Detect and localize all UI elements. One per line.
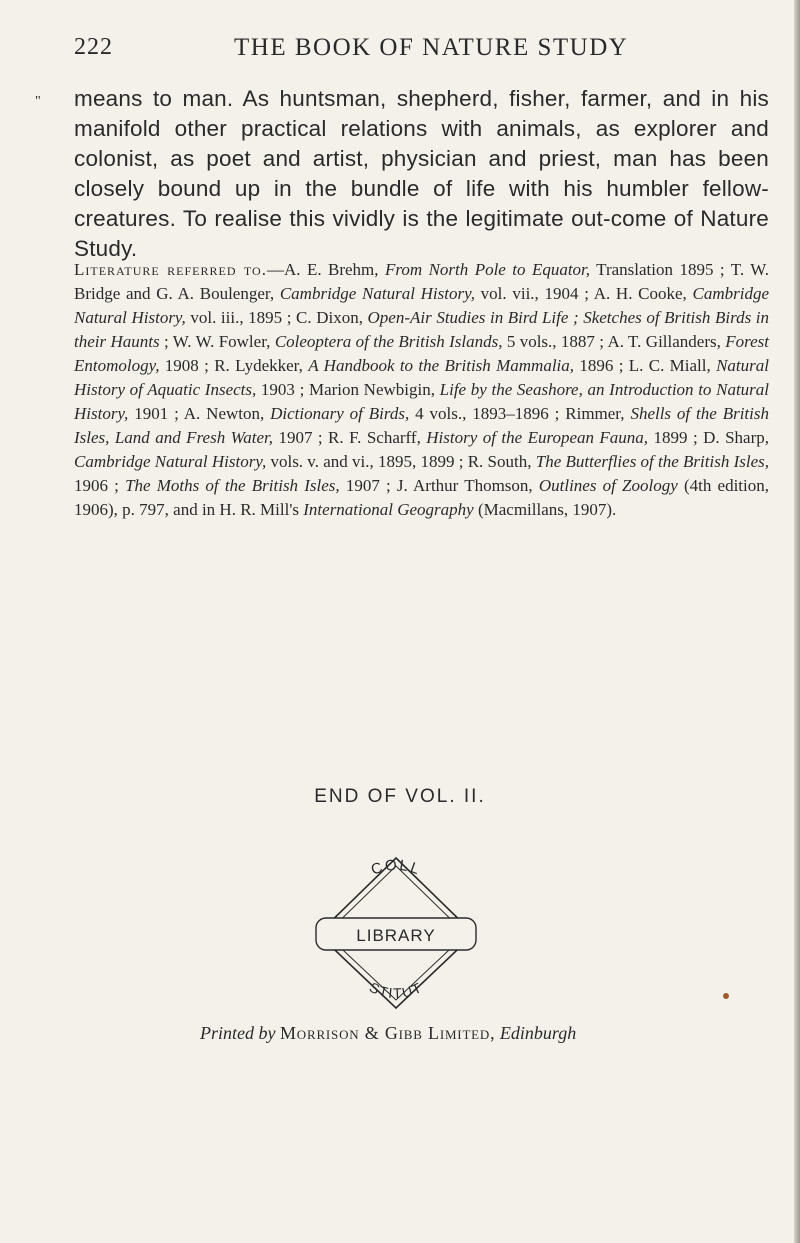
printer-name: Morrison & Gibb Limited,	[279, 1023, 496, 1043]
reference-title: Natural History of Aquatic Insects,	[74, 356, 769, 399]
reference-title: The Moths of the British Isles,	[125, 476, 340, 495]
reference-text: 4 vols., 1893–1896 ; Rimmer,	[409, 404, 631, 423]
reference-text: 1906 ;	[74, 476, 126, 495]
reference-title: Life by the Seashore, an Introduction to Natural History,	[74, 380, 770, 423]
end-of-volume-note: END OF VOL. II.	[314, 786, 486, 807]
reference-title: A Handbook to the British Mammalia,	[308, 356, 575, 375]
reference-title: Cambridge Natural History,	[279, 284, 475, 303]
reference-title: Dictionary of Birds,	[270, 404, 410, 423]
printer-imprint	[200, 1023, 680, 1044]
literature-references: Literature referred to.—A. E. Brehm, From North Pole to Equator, Translation 1895 ; T. W. Bridge and G. A. Boulenger, Cambridge Natural History, vol. vii., 1904 ; A. H. Cooke, Cambridge Natural History, vol. iii., 1895 ; C. Dixon, Open-Air Studies in Bird Life ; Sketches of British Birds in their Haunts ; W. W. Fowler, Coleoptera of the British Islands, 5 vols., 1887 ; A. T. Gillanders, Forest Entomology, 1908 ; R. Lydekker, A Handbook to the British Mammalia, 1896 ; L. C. Miall, Natural History of Aquatic Insects, 1903 ; Marion Newbigin, Life by the Seashore, an Introduction to Natural History, 1901 ; A. Newton, Dictionary of Birds, 4 vols., 1893–1896 ; Rimmer, Shells of the British Isles, Land and Fresh Water, 1907 ; R. F. Scharff, History of the European Fauna, 1899 ; D. Sharp, Cambridge Natural History, vols. v. and vi., 1895, 1899 ; R. South, The Butterflies of the British Isles, 1906 ; The Moths of the British Isles, 1907 ; J. Arthur Thomson, Outlines of Zoology (4th edition, 1906), p. 797, and in H. R. Mill's International Geography (Macmillans, 1907).	[74, 260, 770, 519]
ink-dot	[723, 993, 729, 999]
reference-text: 1907 ; J. Arthur Thomson,	[339, 476, 539, 495]
stamp-bottom-text: STITUT	[366, 978, 426, 1002]
page-edge-shadow	[794, 0, 800, 1243]
reference-text: 5 vols., 1887 ; A. T. Gillanders,	[502, 332, 726, 351]
body-paragraph: means to man. As huntsman, shepherd, fisher, farmer, and in his manifold other practical relations with animals, as explorer and colonist, as poet and artist, physician and priest, man has been closely bound up in the bundle of life with his humbler fellow-creatures. To realise this vividly is the legitimate out-come of Nature Study.	[74, 86, 769, 261]
reference-text: vols. v. and vi., 1895, 1899 ; R. South,	[266, 452, 536, 471]
reference-title: Forest Entomology,	[74, 332, 770, 375]
reference-title: History of the European Fauna,	[426, 428, 649, 447]
literature-heading: Literature referred to.	[74, 260, 267, 279]
reference-text: Translation 1895 ; T. W. Bridge and G. A. Boulenger,	[74, 260, 769, 303]
reference-text: 1903 ; Marion Newbigin,	[256, 380, 440, 399]
reference-text: A. E. Brehm,	[283, 260, 385, 279]
reference-text: vol. vii., 1904 ; A. H. Cooke,	[474, 284, 693, 303]
printer-prefix: Printed by	[200, 1023, 276, 1043]
reference-title: From North Pole to Equator,	[384, 260, 591, 279]
library-stamp	[306, 852, 486, 1012]
reference-text: (4th edition, 1906), p. 797, and in H. R. Mill's	[74, 476, 769, 519]
reference-title: Cambridge Natural History,	[74, 452, 267, 471]
reference-title: Coleoptera of the British Islands,	[274, 332, 503, 351]
printer-place: Edinburgh	[499, 1023, 577, 1043]
reference-text: vol. iii., 1895 ; C. Dixon,	[185, 308, 368, 327]
reference-text: ; W. W. Fowler,	[159, 332, 275, 351]
reference-title: Shells of the British Isles, Land and Fresh Water,	[74, 404, 769, 447]
reference-text: 1899 ; D. Sharp,	[648, 428, 769, 447]
reference-text: 1908 ; R. Lydekker,	[159, 356, 309, 375]
reference-title: Outlines of Zoology	[538, 476, 678, 495]
reference-text: 1896 ; L. C. Miall,	[574, 356, 717, 375]
page-header	[74, 34, 764, 70]
stray-mark: "	[35, 94, 41, 109]
reference-title: Cambridge Natural History,	[74, 284, 769, 327]
reference-text: 1901 ; A. Newton,	[128, 404, 271, 423]
reference-title: Open-Air Studies in Bird Life ; Sketches of British Birds in their Haunts	[74, 308, 769, 351]
literature-list	[74, 260, 769, 519]
reference-text: (Macmillans, 1907).	[473, 500, 617, 519]
reference-title: International Geography	[303, 500, 474, 519]
reference-title: The Butterflies of the British Isles,	[535, 452, 769, 471]
stamp-center-text: LIBRARY	[356, 926, 436, 945]
running-title: THE BOOK OF NATURE STUDY	[234, 34, 629, 61]
stamp-top-text: COLL	[368, 856, 424, 879]
page-number: 222	[74, 34, 113, 60]
reference-text: 1907 ; R. F. Scharff,	[273, 428, 427, 447]
